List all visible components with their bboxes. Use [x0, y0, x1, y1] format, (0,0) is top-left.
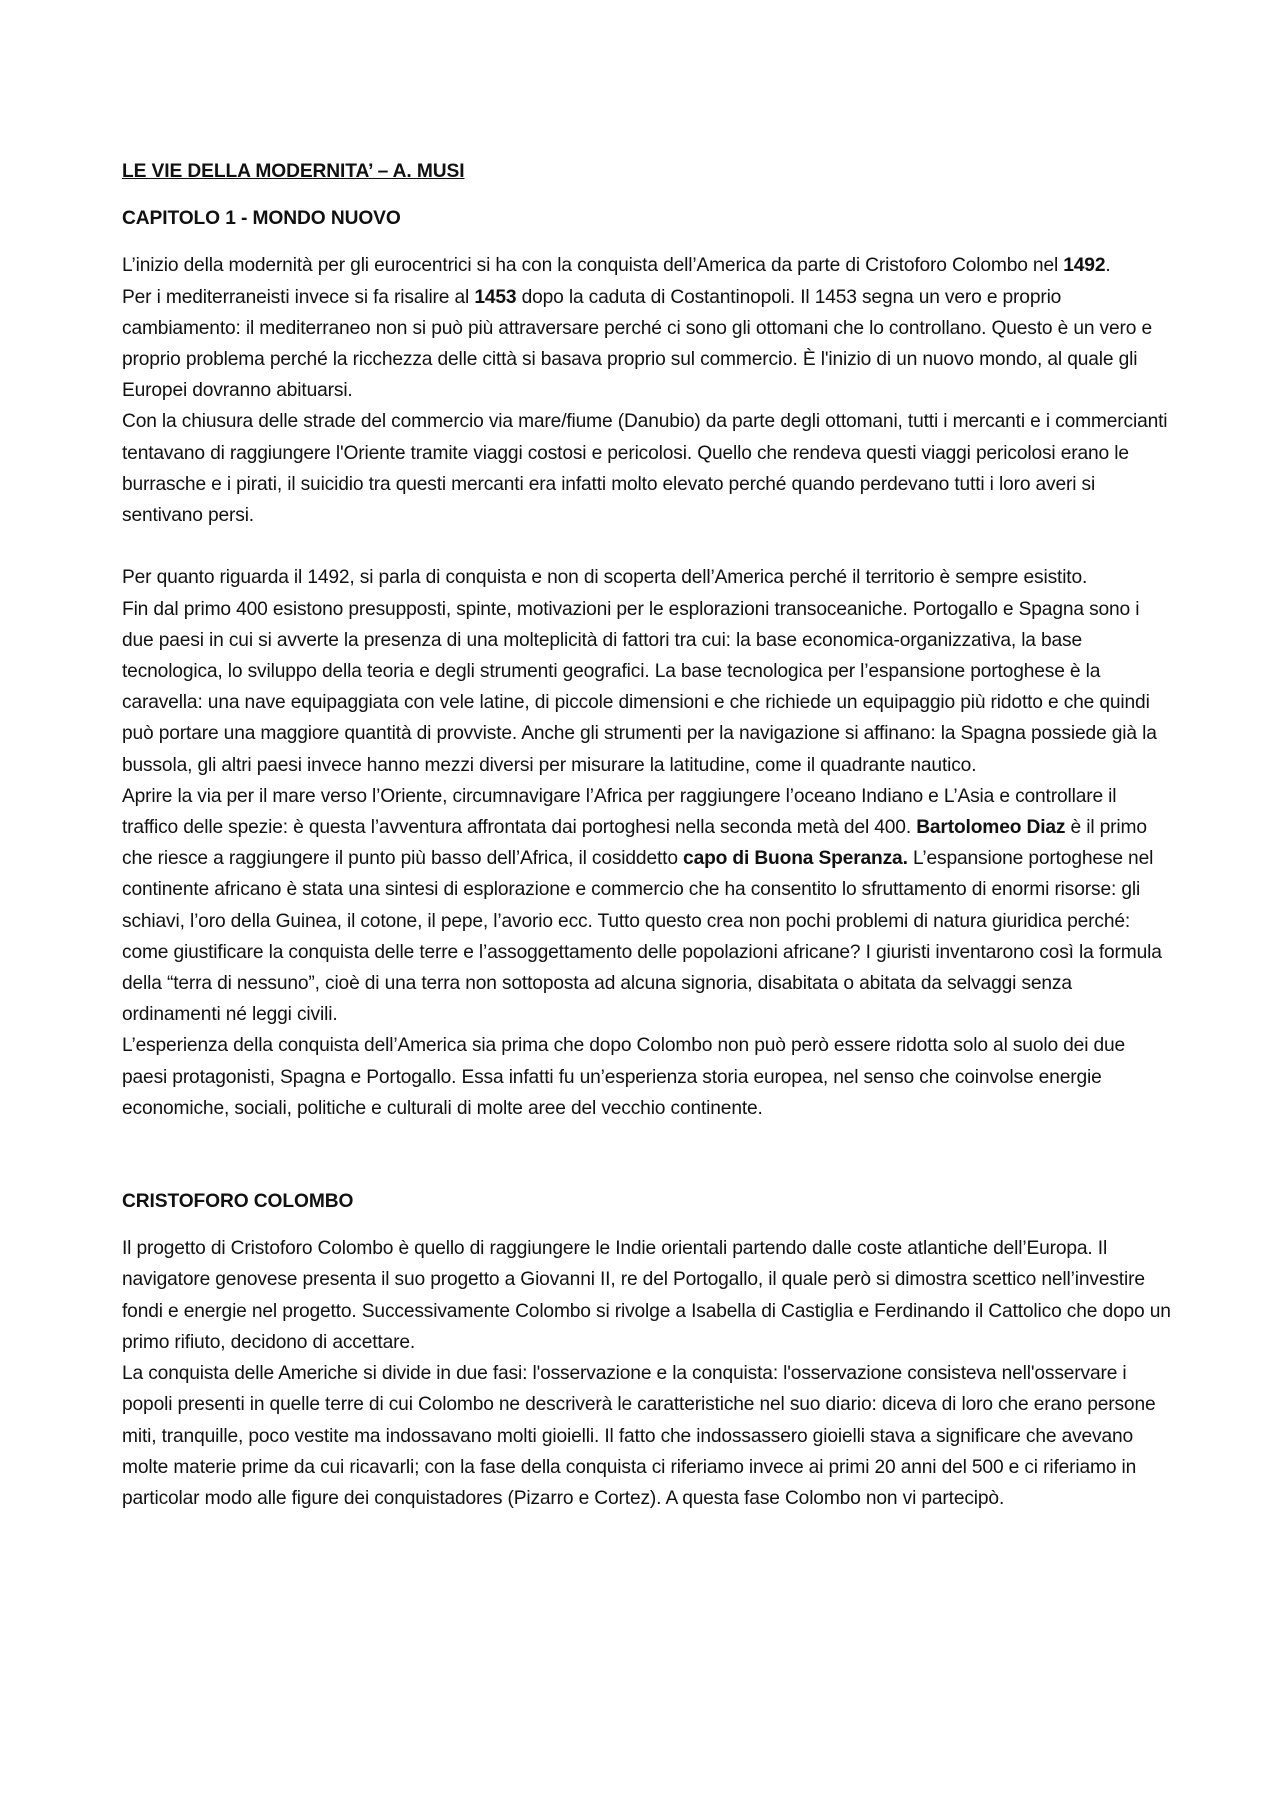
document-body: [122, 156, 1172, 1514]
paragraph: [122, 250, 1172, 281]
paragraph-text: La conquista delle Americhe si divide in due fasi: l'osservazione e la conquista: l'osservazione consisteva nell'osservare i popoli presenti in quelle terre di cui Colombo ne descriverà le caratteristiche nel suo diario: diceva di loro che erano persone miti, tranquille, poco vestite ma indossavano molti gioielli. Il fatto che indossassero gioielli stava a significare che avevano molte materie prime da cui ricavarli; con la fase della conquista ci riferiamo invece ai primi 20 anni del 500 e ci riferiamo in particolar modo alle figure dei conquistadores (Pizarro e Cortez). A questa fase Colombo non vi partecipò.: [122, 1363, 1156, 1509]
paragraph: [122, 1030, 1172, 1124]
paragraph-text: L’esperienza della conquista dell’America sia prima che dopo Colombo non può però essere ridotta solo al suolo dei due paesi protagonisti, Spagna e Portogallo. Essa infatti fu un’esperienza storia europea, nel senso che coinvolse energie economiche, sociali, politiche e culturali di molte aree del vecchio continente.: [122, 1035, 1126, 1119]
document-title: LE VIE DELLA MODERNITA’ – A. MUSI: [122, 161, 465, 182]
bold-text: 1492: [1063, 255, 1106, 277]
paragraph: [122, 1358, 1172, 1514]
section-spacer: [122, 1124, 1172, 1186]
paragraph: [122, 406, 1172, 531]
paragraph-text: Fin dal primo 400 esistono presupposti, spinte, motivazioni per le esplorazioni transoceaniche. Portogallo e Spagna sono i due paesi in cui si avverte la presenza di una molteplicità di fattori tra cui: la base economica-organizzativa, la base tecnologica, lo sviluppo della teoria e degli strumenti geografici. La base tecnologica per l’espansione portoghese è la caravella: una nave equipaggiata con vele latine, di piccole dimensioni e che richiede un equipaggio più ridotto e che quindi può portare una maggiore quantità di provviste. Anche gli strumenti per la navigazione si affinano: la Spagna possiede già la bussola, gli altri paesi invece hanno mezzi diversi per misurare la latitudine, come il quadrante nautico.: [122, 598, 1157, 776]
paragraph-text: Per i mediterraneisti invece si fa risalire al: [122, 286, 475, 308]
paragraph: [122, 282, 1172, 407]
chapter-body: [122, 250, 1172, 1124]
bold-text: Bartolomeo Diaz: [916, 817, 1066, 839]
bold-text: 1453: [474, 286, 517, 308]
paragraph: [122, 781, 1172, 1031]
paragraph-text: Per quanto riguarda il 1492, si parla di conquista e non di scoperta dell’America perché il territorio è sempre esistito.: [122, 567, 1088, 589]
paragraph-text: .: [1105, 255, 1111, 277]
paragraph: [122, 562, 1172, 593]
blank-line: [122, 531, 1172, 562]
paragraph: [122, 1233, 1172, 1358]
bold-text: capo di Buona Speranza.: [683, 848, 908, 870]
paragraph-text: Aprire la via per il mare verso l’Oriente, circumnavigare l’Africa per raggiungere l’oceano Indiano e L’Asia e controllare il traffico delle spezie: è questa l’avventura affrontata dai portoghesi nella seconda metà del 400.: [122, 785, 1117, 839]
chapter-heading: CAPITOLO 1 - MONDO NUOVO: [122, 208, 401, 230]
paragraph-text: Il progetto di Cristoforo Colombo è quello di raggiungere le Indie orientali partendo dalle coste atlantiche dell’Europa. Il navigatore genovese presenta il suo progetto a Giovanni II, re del Portogallo, il quale però si dimostra scettico nell’investire fondi e energie nel progetto. Successivamente Colombo si rivolge a Isabella di Castiglia e Ferdinando il Cattolico che dopo un primo rifiuto, decidono di accettare.: [122, 1238, 1171, 1353]
section-heading: CRISTOFORO COLOMBO: [122, 1191, 354, 1213]
paragraph-text: L’inizio della modernità per gli eurocentrici si ha con la conquista dell’America da parte di Cristoforo Colombo nel: [122, 255, 1064, 277]
paragraph-text: Con la chiusura delle strade del commercio via mare/fiume (Danubio) da parte degli ottomani, tutti i mercanti e i commercianti tentavano di raggiungere l'Oriente tramite viaggi costosi e pericolosi. Quello che rendeva questi viaggi pericolosi erano le burrasche e i pirati, il suicidio tra questi mercanti era infatti molto elevato perché quando perdevano tutti i loro averi si sentivano persi.: [122, 411, 1168, 527]
section-body: [122, 1233, 1172, 1514]
paragraph-text: è il primo che riesce a raggiungere il punto più basso dell’Africa, il cosiddetto: [122, 817, 1147, 870]
paragraph: [122, 594, 1172, 781]
paragraph-text: dopo la caduta di Costantinopoli. Il 1453 segna un vero e proprio cambiamento: il mediterraneo non si può più attraversare perché ci sono gli ottomani che lo controllano. Questo è un vero e proprio problema perché la ricchezza delle città si basava proprio sul commercio. È l'inizio di un nuovo mondo, al quale gli Europei dovranno abituarsi.: [122, 286, 1152, 402]
paragraph-text: L’espansione portoghese nel continente africano è stata una sintesi di esplorazione e commercio che ha consentito lo sfruttamento di enormi risorse: gli schiavi, l’oro della Guinea, il cotone, il pepe, l’avorio ecc. Tutto questo crea non pochi problemi di natura giuridica perché: come giustificare la conquista delle terre e l’assoggettamento delle popolazioni africane? I giuristi inventarono così la formula della “terra di nessuno”, cioè di una terra non sottoposta ad alcuna signoria, disabitata o abitata da selvaggi senza ordinamenti né leggi civili.: [122, 848, 1162, 1026]
